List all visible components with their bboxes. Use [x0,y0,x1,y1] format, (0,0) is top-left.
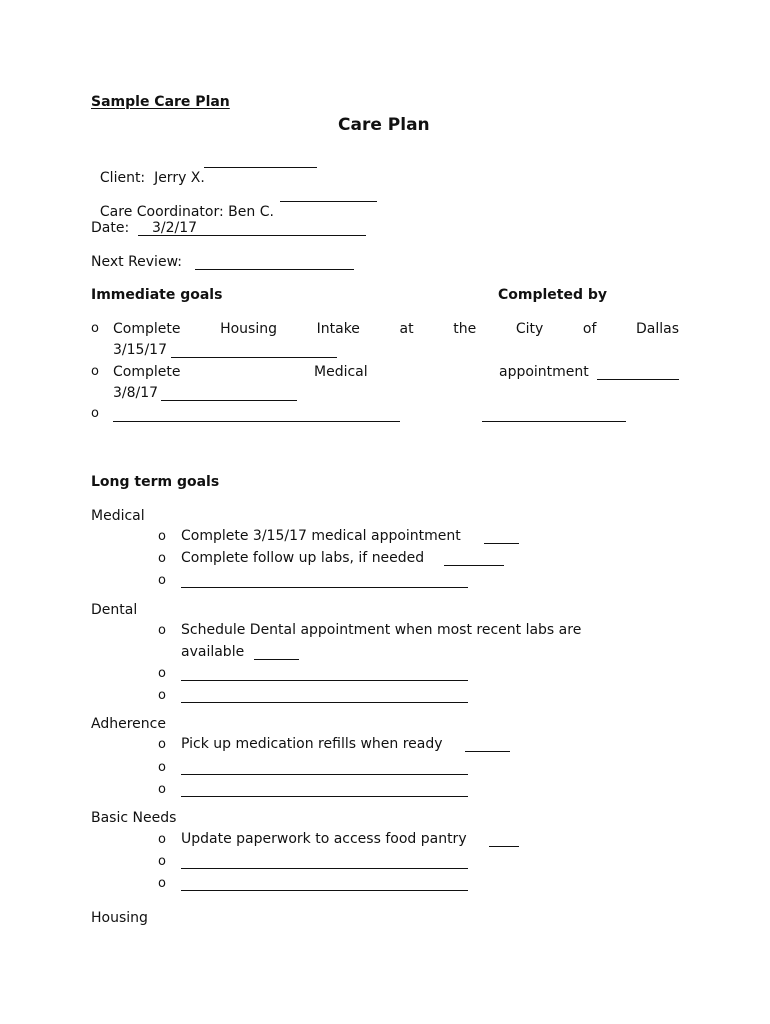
immediate-item-2-underline-a [597,379,679,380]
item-word: Dallas [635,321,679,337]
bullet-marker: o [158,832,166,847]
next-review-underline [195,269,354,270]
item-word: Intake [316,321,360,337]
immediate-item-2-word: Complete [113,364,181,380]
blank-goal-line [113,421,400,422]
dental-item-1-line-2: available [181,644,245,660]
bullet-marker: o [158,666,166,681]
completed-by-heading: Completed by [498,287,608,303]
bullet-marker: o [158,782,166,797]
housing-label: Housing [91,910,148,926]
blank-goal-line [181,796,468,797]
immediate-item-2-underline-b [161,400,297,401]
bullet-marker: o [158,623,166,638]
blank-goal-line [181,702,468,703]
basic-needs-item-1: Update paperwork to access food pantry [181,831,467,847]
immediate-item-1 [113,320,679,338]
immediate-item-1-underline [171,357,337,358]
blank-goal-line [181,680,468,681]
long-term-goals-heading: Long term goals [91,474,220,490]
bullet-marker: o [158,737,166,752]
item-word: Housing [220,321,278,337]
medical-item-2: Complete follow up labs, if needed [181,550,425,566]
dental-item-1-underline [254,659,299,660]
blank-goal-line [181,774,468,775]
bullet-marker: o [158,760,166,775]
date-underline [138,235,366,236]
immediate-goals-heading: Immediate goals [91,287,223,303]
coordinator-value: Ben C. [228,204,274,220]
bullet-marker: o [91,406,99,421]
date-label: Date: [91,220,130,236]
blank-goal-line [181,868,468,869]
client-value: Jerry X. [154,170,205,186]
page-title: Care Plan [338,115,430,135]
item-word: at [399,321,414,337]
coordinator-field [91,185,274,221]
client-label: Client: [99,170,146,186]
coordinator-underline [280,201,377,202]
blank-goal-line [181,890,468,891]
adherence-item-1-underline [465,751,510,752]
next-review-label: Next Review: [91,254,182,270]
immediate-item-2-word: Medical [314,364,368,380]
bullet-marker: o [158,854,166,869]
bullet-marker: o [158,551,166,566]
immediate-item-2-word: appointment [499,364,589,380]
bullet-marker: o [91,364,99,379]
dental-label: Dental [91,602,138,618]
basic-needs-item-1-underline [489,846,519,847]
client-field [91,151,205,187]
item-word: City [515,321,544,337]
coordinator-label: Care Coordinator: [99,204,224,220]
item-word: Complete [113,321,181,337]
adherence-item-1: Pick up medication refills when ready [181,736,443,752]
bullet-marker: o [158,529,166,544]
basic-needs-label: Basic Needs [91,810,177,826]
bullet-marker: o [158,573,166,588]
bullet-marker: o [158,876,166,891]
dental-item-1-line-1: Schedule Dental appointment when most recent labs are [181,622,582,638]
date-value: 3/2/17 [152,220,198,236]
client-underline [204,167,317,168]
blank-goal-line [181,587,468,588]
medical-item-2-underline [444,565,504,566]
item-word: the [453,321,477,337]
medical-item-1: Complete 3/15/17 medical appointment [181,528,461,544]
sample-care-plan-title: Sample Care Plan [91,94,230,110]
blank-completed-line [482,421,626,422]
immediate-item-1-date: 3/15/17 [113,342,167,358]
item-word: of [582,321,597,337]
immediate-item-2-date: 3/8/17 [113,385,159,401]
adherence-label: Adherence [91,716,166,732]
bullet-marker: o [91,321,99,336]
medical-item-1-underline [484,543,519,544]
medical-label: Medical [91,508,145,524]
bullet-marker: o [158,688,166,703]
